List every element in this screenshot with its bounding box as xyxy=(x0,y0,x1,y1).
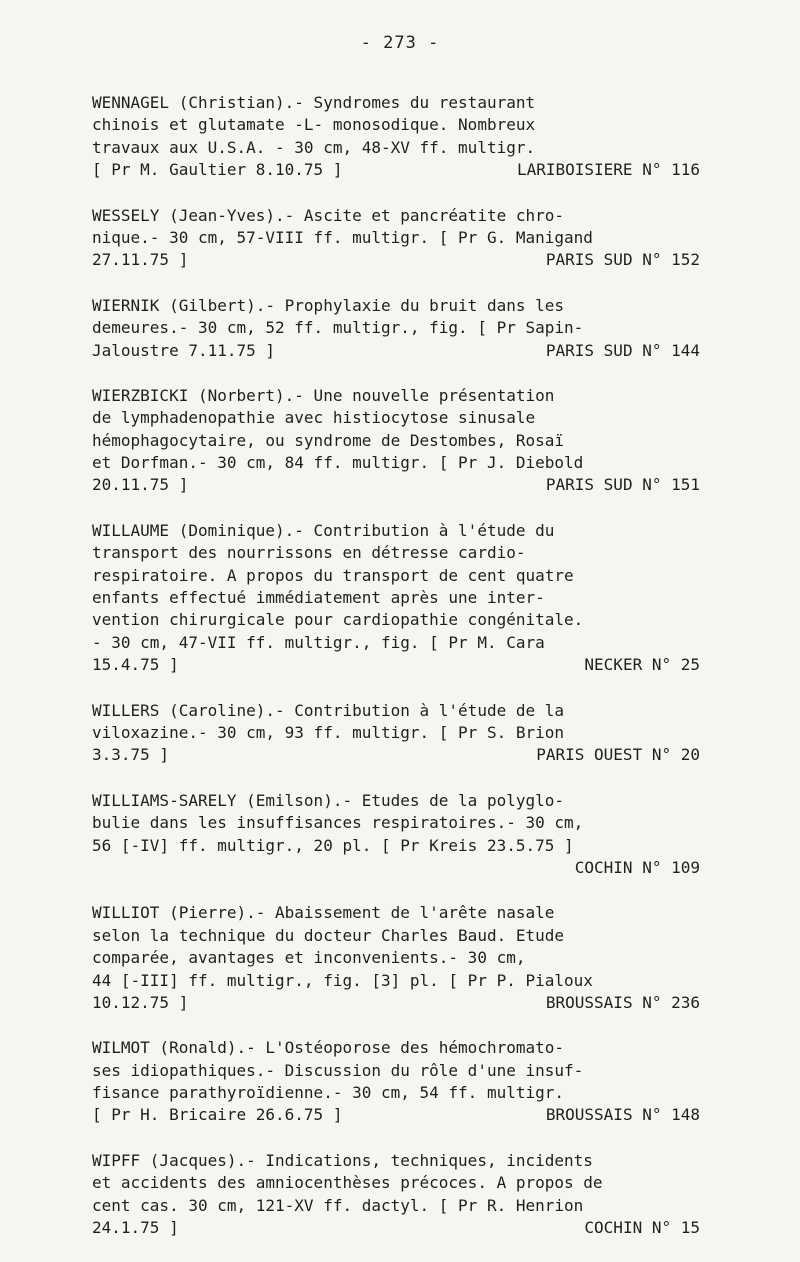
entry-line: vention chirurgicale pour cardiopathie congénitale. xyxy=(92,610,584,630)
entry-line: WILLIAMS-SARELY (Emilson).- Etudes de la polyglo- xyxy=(92,790,565,810)
entry-line: 10.12.75 ] xyxy=(92,992,189,1012)
entry-line: 15.4.75 ] xyxy=(92,655,179,675)
entry-line: transport des nourrissons en détresse cardio- xyxy=(92,543,526,563)
page-number: - 273 - xyxy=(360,33,440,53)
entry-line: WIERZBICKI (Norbert).- Une nouvelle présentation xyxy=(92,385,555,405)
entry-line: WILLERS (Caroline).- Contribution à l'étude de la xyxy=(92,700,565,720)
entry-line: nique.- 30 cm, 57-VIII ff. multigr. [ Pr G. Manigand xyxy=(92,227,593,247)
entry-line: 24.1.75 ] xyxy=(92,1218,179,1238)
entry-line: travaux aux U.S.A. - 30 cm, 48-XV ff. multigr. xyxy=(92,137,536,157)
entry-last-line xyxy=(92,1217,722,1239)
list-item-wilmot xyxy=(92,1037,722,1127)
entry-line: WILLAUME (Dominique).- Contribution à l'étude du xyxy=(92,520,555,540)
library-reference: COCHIN N° 109 xyxy=(574,857,700,877)
entry-last-line xyxy=(92,340,722,362)
thesis-list xyxy=(92,92,722,1262)
entry-line: [ Pr M. Gaultier 8.10.75 ] xyxy=(92,160,343,180)
library-reference: PARIS SUD N° 152 xyxy=(545,250,700,270)
entry-last-line xyxy=(92,249,722,271)
entry-line: demeures.- 30 cm, 52 ff. multigr., fig. [ Pr Sapin- xyxy=(92,318,584,338)
library-reference: PARIS OUEST N° 20 xyxy=(536,745,700,765)
library-reference: BROUSSAIS N° 148 xyxy=(545,1105,700,1125)
entry-line: [ Pr H. Bricaire 26.6.75 ] xyxy=(92,1105,343,1125)
entry-line: bulie dans les insuffisances respiratoires.- 30 cm, xyxy=(92,813,584,833)
library-reference: PARIS SUD N° 151 xyxy=(545,475,700,495)
entry-line: chinois et glutamate -L- monosodique. Nombreux xyxy=(92,115,536,135)
entry-line: hémophagocytaire, ou syndrome de Destombes, Rosaï xyxy=(92,430,565,450)
entry-line: viloxazine.- 30 cm, 93 ff. multigr. [ Pr S. Brion xyxy=(92,722,565,742)
entry-line: et Dorfman.- 30 cm, 84 ff. multigr. [ Pr J. Diebold xyxy=(92,453,584,473)
entry-line: comparée, avantages et inconvenients.- 30 cm, xyxy=(92,948,526,968)
list-item-wipff xyxy=(92,1150,722,1240)
entry-line: enfants effectué immédiatement après une inter- xyxy=(92,588,545,608)
entry-last-line xyxy=(92,857,722,879)
entry-last-line xyxy=(92,992,722,1014)
entry-line: WIERNIK (Gilbert).- Prophylaxie du bruit dans les xyxy=(92,295,565,315)
library-reference: NECKER N° 25 xyxy=(584,655,700,675)
library-reference: COCHIN N° 15 xyxy=(584,1218,700,1238)
entry-line: 56 [-IV] ff. multigr., 20 pl. [ Pr Kreis 23.5.75 ] xyxy=(92,835,574,855)
list-item-williot xyxy=(92,902,722,1014)
entry-line: respiratoire. A propos du transport de cent quatre xyxy=(92,565,574,585)
list-item-wiernik xyxy=(92,295,722,362)
entry-line: WILLIOT (Pierre).- Abaissement de l'arête nasale xyxy=(92,903,555,923)
library-reference: PARIS SUD N° 144 xyxy=(545,340,700,360)
entry-line: Jaloustre 7.11.75 ] xyxy=(92,340,276,360)
list-item-wennagel xyxy=(92,92,722,182)
entry-line: 27.11.75 ] xyxy=(92,250,189,270)
entry-line: de lymphadenopathie avec histiocytose sinusale xyxy=(92,408,536,428)
entry-line: et accidents des amniocenthèses précoces. A propos de xyxy=(92,1173,603,1193)
entry-last-line xyxy=(92,159,722,181)
list-item-wierzbicki xyxy=(92,385,722,497)
entry-last-line xyxy=(92,744,722,766)
library-reference: LARIBOISIERE N° 116 xyxy=(516,160,700,180)
list-item-willers xyxy=(92,700,722,767)
entry-line: WESSELY (Jean-Yves).- Ascite et pancréatite chro- xyxy=(92,205,565,225)
library-reference: BROUSSAIS N° 236 xyxy=(545,992,700,1012)
entry-line: WENNAGEL (Christian).- Syndromes du restaurant xyxy=(92,93,536,112)
entry-line: cent cas. 30 cm, 121-XV ff. dactyl. [ Pr R. Henrion xyxy=(92,1195,584,1215)
entry-line: selon la technique du docteur Charles Baud. Etude xyxy=(92,925,565,945)
entry-line: WILMOT (Ronald).- L'Ostéoporose des hémochromato- xyxy=(92,1038,565,1058)
list-item-willaume xyxy=(92,520,722,677)
entry-line: ses idiopathiques.- Discussion du rôle d'une insuf- xyxy=(92,1060,584,1080)
entry-line: 3.3.75 ] xyxy=(92,745,170,765)
entry-last-line xyxy=(92,474,722,496)
entry-last-line xyxy=(92,654,722,676)
entry-line: 20.11.75 ] xyxy=(92,475,189,495)
entry-line: 44 [-III] ff. multigr., fig. [3] pl. [ Pr P. Pialoux xyxy=(92,970,593,990)
entry-last-line xyxy=(92,1104,722,1126)
entry-line: - 30 cm, 47-VII ff. multigr., fig. [ Pr M. Cara xyxy=(92,632,545,652)
list-item-wessely xyxy=(92,205,722,272)
entry-line: fisance parathyroïdienne.- 30 cm, 54 ff. multigr. xyxy=(92,1083,565,1103)
list-item-williams-sarely xyxy=(92,790,722,880)
entry-line: WIPFF (Jacques).- Indications, techniques, incidents xyxy=(92,1150,593,1170)
